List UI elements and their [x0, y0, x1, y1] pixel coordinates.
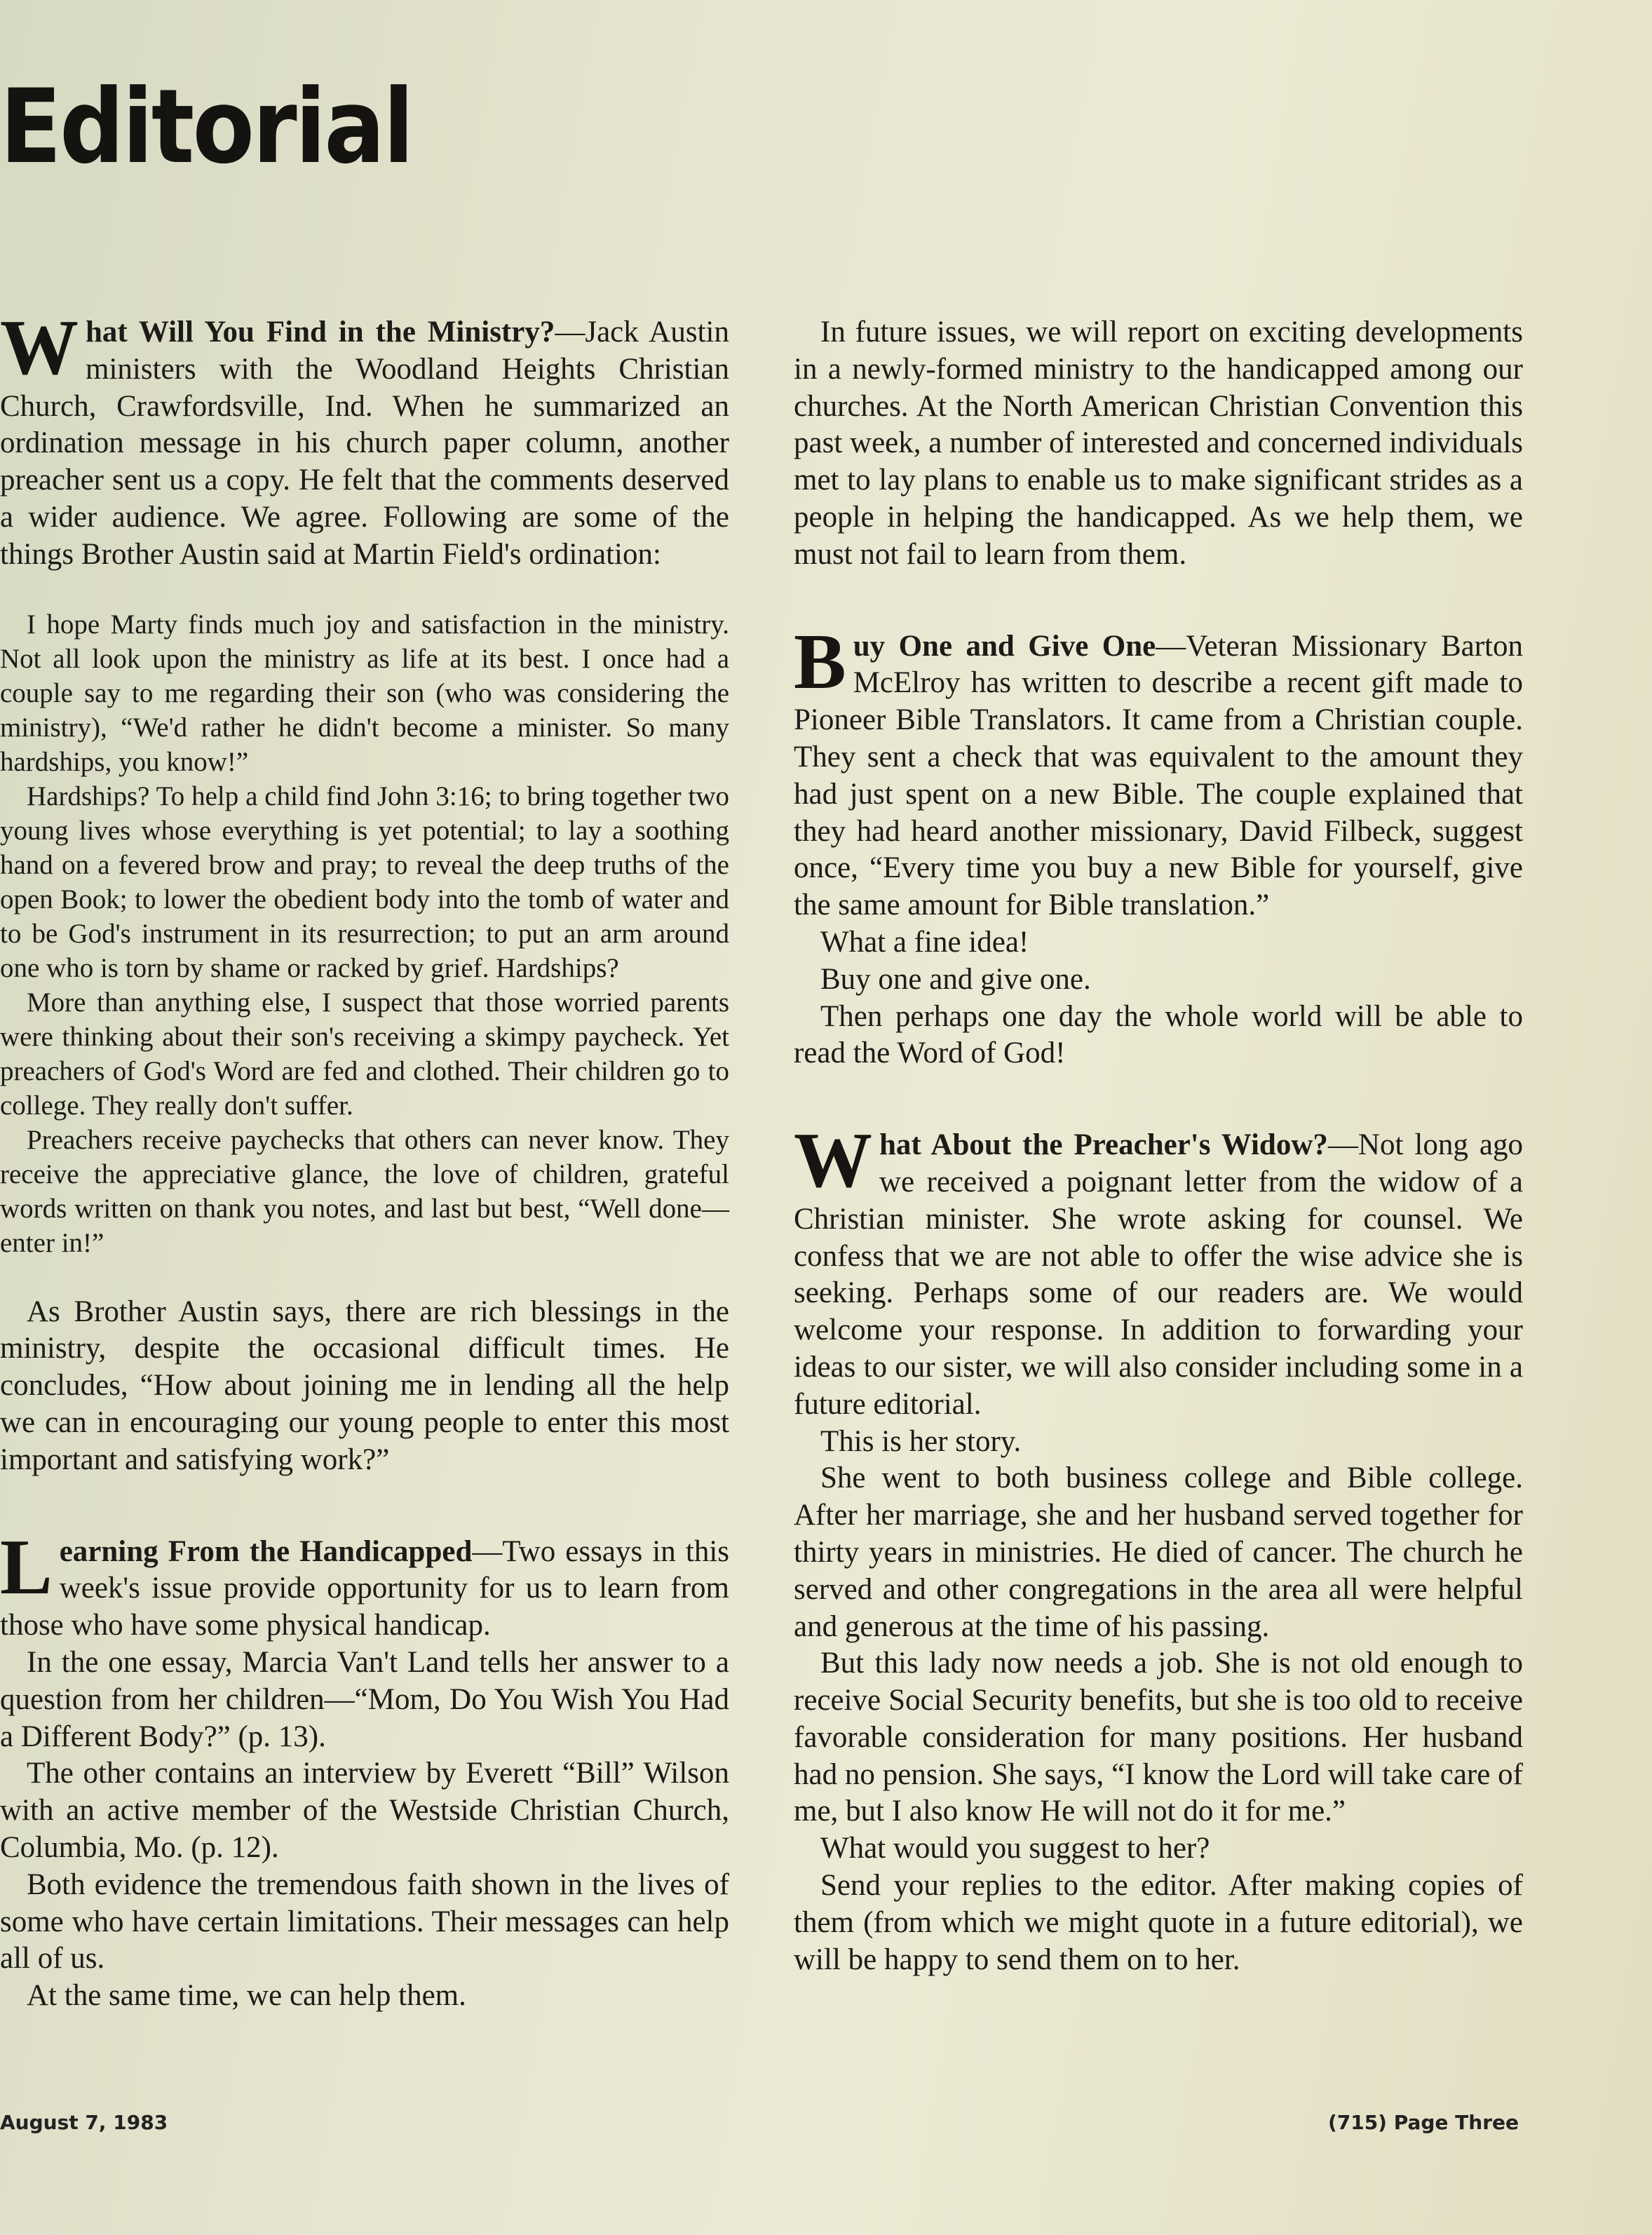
footer-date: August 7, 1983 — [0, 2111, 168, 2134]
drop-cap: L — [0, 1523, 53, 1611]
section-headline: hat About the Preacher's Widow? — [879, 1128, 1328, 1162]
section-lead — [0, 304, 729, 574]
quote-paragraph: More than anything else, I suspect that those worried parents were thinking about their son's receiving a skimpy paycheck. Yet preachers of God's Word are fed and clothed. Their children go to college. They really don't suffer. — [0, 987, 729, 1121]
drop-cap: W — [794, 1117, 872, 1205]
body-paragraph: But this lady now needs a job. She is not old enough to receive Social Security benefits, but she is too old to receive favorable consideration for many positions. Her husband had no pension. She says, “I know the Lord will take care of me, but I also know He will not do it for me.” — [794, 1647, 1523, 1828]
section-widow — [794, 1117, 1523, 1978]
section-lead — [794, 618, 1524, 924]
body-paragraph: At the same time, we can help them. — [27, 1979, 466, 2013]
lead-text: —Two essays in this week's issue provide opportunity for us to learn from those who have some physical handicap. — [0, 1534, 729, 1642]
body-paragraph: As Brother Austin says, there are rich blessings in the ministry, despite the occasional difficult times. He concludes, “How about joining me in lending all the help we can in encouraging our young people to enter this most important and satisfying work?” — [0, 1295, 729, 1476]
drop-cap: B — [794, 618, 846, 705]
section-headline: uy One and Give One — [853, 629, 1156, 663]
section-handicapped — [0, 1523, 729, 2015]
section-lead — [794, 1117, 1523, 1423]
section-headline: earning From the Handicapped — [59, 1534, 473, 1568]
quote-paragraph: I hope Marty finds much joy and satisfaction in the ministry. Not all look upon the ministry as life at its best. I once had a couple say to me regarding their son (who was considering the ministry), “We'd rather he didn't become a minister. So many hardships, you know!” — [0, 609, 729, 777]
lead-text: —Veteran Missionary Barton McElroy has written to describe a recent gift made to Pioneer Bible Translators. It came from a Christian couple. They sent a check that was equivalent to the amount they had just spent on a new Bible. The couple explained that they had heard another missionary, David Filbeck, suggest once, “Every time you buy a new Bible for yourself, give the same amount for Bible translation.” — [794, 629, 1524, 922]
footer-page-number: (715) Page Three — [1327, 2111, 1519, 2134]
body-paragraph: Send your replies to the editor. After making copies of them (from which we might quote in a future editorial), we will be happy to send them on to her. — [794, 1869, 1523, 1976]
quote-paragraph: Preachers receive paychecks that others can never know. They receive the appreciative glance, the love of children, grateful words written on thank you notes, and last but best, “Well done—enter in!” — [0, 1124, 729, 1258]
body-paragraph: The other contains an interview by Everett “Bill” Wilson with an active member of the Westside Christian Church, Columbia, Mo. (p. 12). — [0, 1757, 729, 1864]
body-paragraph: She went to both business college and Bible college. After her marriage, she and her husband served together for thirty years in ministries. He died of cancer. The church he served and other congregations in the area all were helpful and generous at the time of his passing. — [794, 1461, 1523, 1643]
lead-text: —Jack Austin ministers with the Woodland Heights Christian Church, Crawfordsville, Ind. When he summarized an ordination message in his church paper column, another preacher sent us a copy. He felt that the comments deserved a wider audience. We agree. Following are some of the things Brother Austin said at Martin Field's ordination: — [0, 316, 729, 571]
section-headline: hat Will You Find in the Ministry? — [86, 316, 555, 349]
drop-cap: W — [0, 304, 79, 391]
body-paragraph: Both evidence the tremendous faith shown in the lives of some who have certain limitations. Their messages can help all of us. — [0, 1868, 729, 1976]
body-paragraph: Then perhaps one day the whole world will be able to read the Word of God! — [794, 999, 1523, 1070]
section-future — [794, 314, 1523, 574]
body-paragraph: Buy one and give one. — [820, 962, 1091, 996]
body-paragraph: In future issues, we will report on exciting developments in a newly-formed ministry to the handicapped among our churches. At the North American Christian Convention this past week, a number of interested and concerned individuals met to lay plans to enable us to make significant strides as a people in helping the handicapped. As we help them, we must not fail to learn from them. — [794, 316, 1523, 571]
lead-text: —Not long ago we received a poignant letter from the widow of a Christian minister. She wrote asking for counsel. We confess that we are not able to offer the wise advice she is seeking. Perhaps some of our readers are. We would welcome your response. In addition to forwarding your ideas to our sister, we will also consider including some in a future editorial. — [794, 1128, 1523, 1421]
body-paragraph: This is her story. — [820, 1424, 1022, 1458]
right-column — [794, 314, 1523, 1978]
body-paragraph: In the one essay, Marcia Van't Land tells her answer to a question from her children—“Mom, Do You Wish You Had a Different Body?” (p. 13). — [0, 1645, 729, 1753]
section-buy-one — [794, 618, 1524, 1073]
section-ministry — [0, 304, 729, 1479]
quote-paragraph: Hardships? To help a child find John 3:16; to bring together two young lives whose everything is yet potential; to lay a soothing hand on a fevered brow and pray; to reveal the deep truths of the open Book; to lower the obedient body into the tomb of water and to be God's instrument in its resurrection; to put an arm around one who is torn by shame or racked by grief. Hardships? — [0, 781, 729, 983]
left-column — [0, 304, 729, 2015]
section-lead — [0, 1523, 729, 1645]
body-paragraph: What would you suggest to her? — [820, 1832, 1210, 1865]
body-paragraph: What a fine idea! — [820, 925, 1029, 959]
page-title: Editorial — [0, 67, 412, 187]
